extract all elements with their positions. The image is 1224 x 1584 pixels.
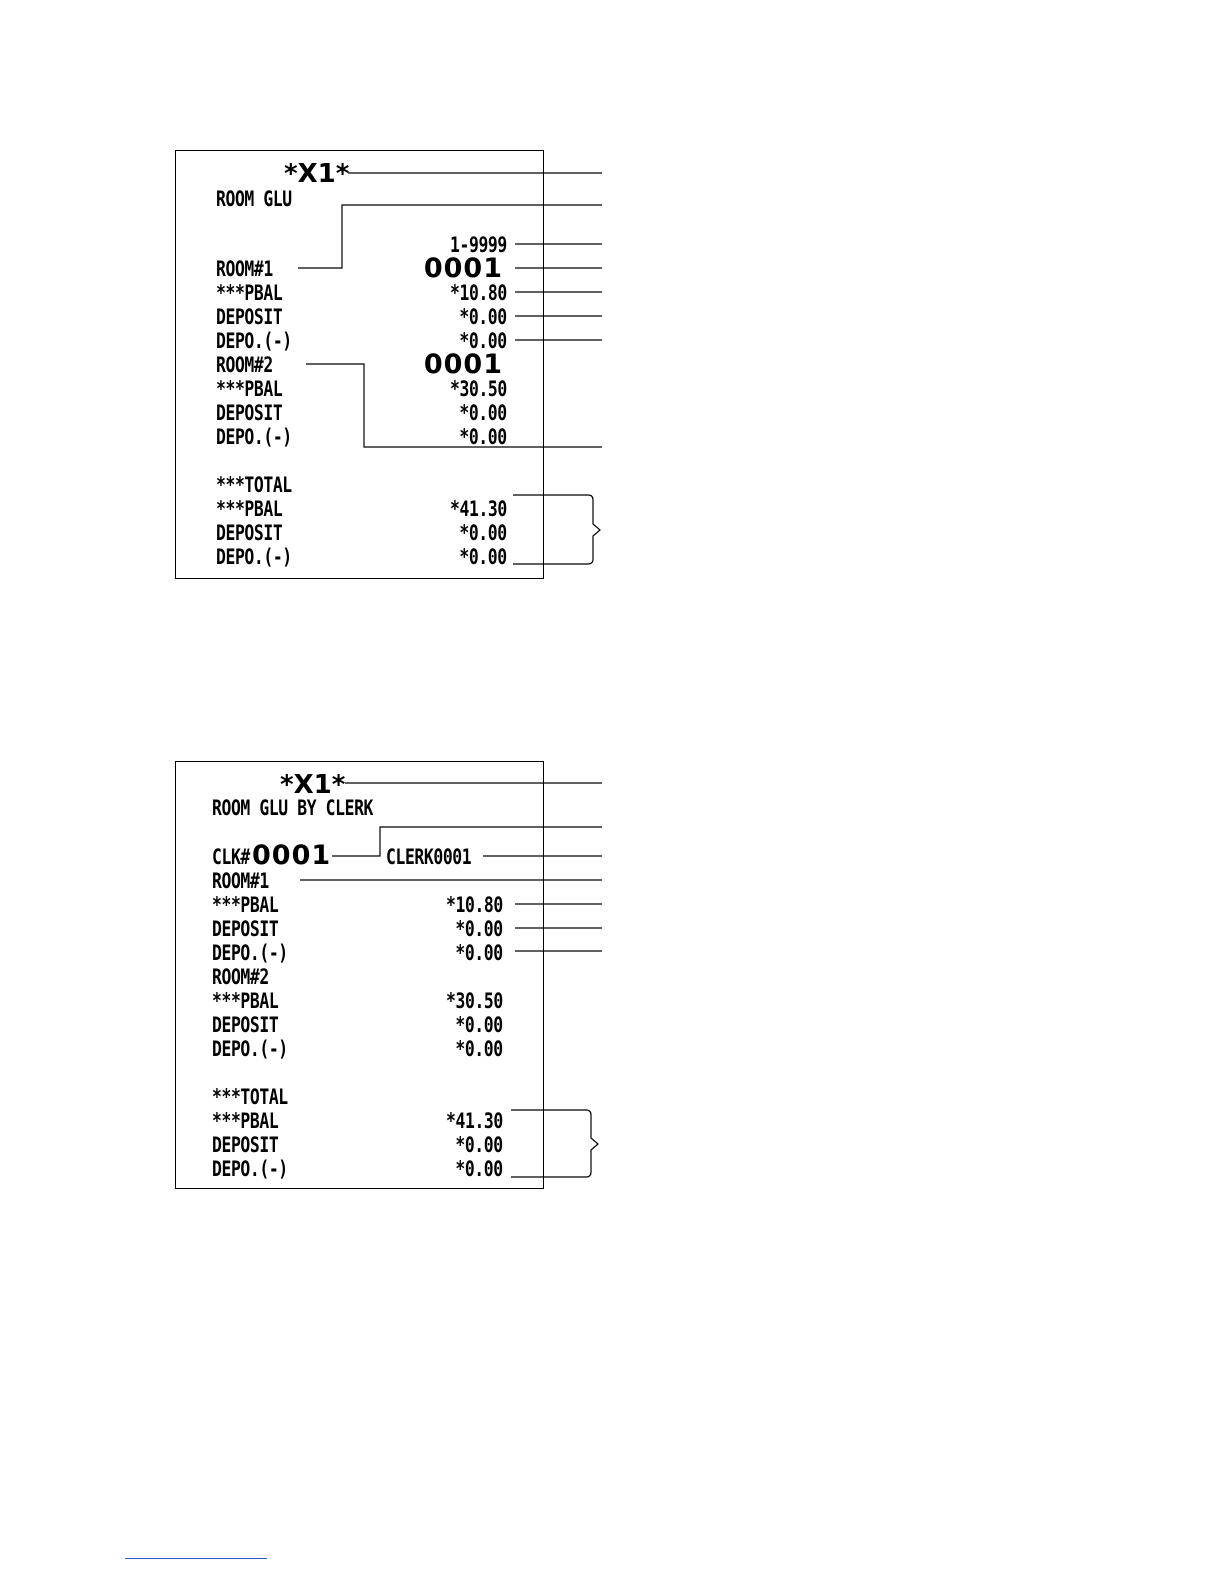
depo-minus-label: DEPO.(-) (212, 941, 288, 965)
total-pbal-label: ***PBAL (212, 1109, 279, 1133)
deposit-label: DEPOSIT (216, 305, 283, 329)
report-heading: ROOM GLU BY CLERK (212, 796, 374, 820)
room-label: ROOM#1 (216, 257, 273, 281)
deposit-value: *0.00 (455, 1013, 503, 1037)
deposit-value: *0.00 (455, 917, 503, 941)
total-deposit-label: DEPOSIT (212, 1133, 279, 1157)
total-pbal-label: ***PBAL (216, 497, 283, 521)
total-depo-minus-label: DEPO.(-) (216, 545, 292, 569)
total-pbal-value: *41.30 (446, 1109, 503, 1133)
room-label: ROOM#2 (216, 353, 273, 377)
total-label: ***TOTAL (212, 1085, 288, 1109)
pbal-label: ***PBAL (216, 281, 283, 305)
total-deposit-value: *0.00 (459, 521, 507, 545)
footnote-rule (125, 1558, 267, 1559)
room-range: 1-9999 (450, 233, 507, 257)
pbal-label: ***PBAL (212, 893, 279, 917)
deposit-label: DEPOSIT (216, 401, 283, 425)
pbal-value: *30.50 (446, 989, 503, 1013)
depo-minus-label: DEPO.(-) (216, 425, 292, 449)
pbal-value: *10.80 (446, 893, 503, 917)
room-label: ROOM#1 (212, 869, 269, 893)
depo-minus-value: *0.00 (455, 1037, 503, 1061)
deposit-label: DEPOSIT (212, 1013, 279, 1037)
deposit-value: *0.00 (459, 305, 507, 329)
leader-line (332, 827, 602, 856)
report-title: *X1* (284, 159, 350, 189)
report-title: *X1* (280, 770, 346, 800)
depo-minus-value: *0.00 (459, 329, 507, 353)
depo-minus-value: *0.00 (455, 941, 503, 965)
total-label: ***TOTAL (216, 473, 292, 497)
clerk-code: 0001 (252, 840, 332, 871)
total-depo-minus-value: *0.00 (459, 545, 507, 569)
total-depo-minus-value: *0.00 (455, 1157, 503, 1181)
room-label: ROOM#2 (212, 965, 269, 989)
leader-line (306, 364, 602, 447)
clerk-prefix: CLK# (212, 845, 250, 869)
total-deposit-value: *0.00 (455, 1133, 503, 1157)
room-code: 0001 (423, 349, 503, 380)
pbal-label: ***PBAL (216, 377, 283, 401)
depo-minus-value: *0.00 (459, 425, 507, 449)
total-brace (511, 1110, 598, 1177)
total-brace (513, 495, 600, 564)
room-code: 0001 (423, 253, 503, 284)
depo-minus-label: DEPO.(-) (216, 329, 292, 353)
pbal-value: *10.80 (450, 281, 507, 305)
clerk-name: CLERK0001 (386, 845, 472, 869)
total-depo-minus-label: DEPO.(-) (212, 1157, 288, 1181)
leader-line (298, 205, 602, 268)
pbal-value: *30.50 (450, 377, 507, 401)
total-pbal-value: *41.30 (450, 497, 507, 521)
report-heading: ROOM GLU (216, 187, 292, 211)
deposit-value: *0.00 (459, 401, 507, 425)
depo-minus-label: DEPO.(-) (212, 1037, 288, 1061)
pbal-label: ***PBAL (212, 989, 279, 1013)
deposit-label: DEPOSIT (212, 917, 279, 941)
total-deposit-label: DEPOSIT (216, 521, 283, 545)
